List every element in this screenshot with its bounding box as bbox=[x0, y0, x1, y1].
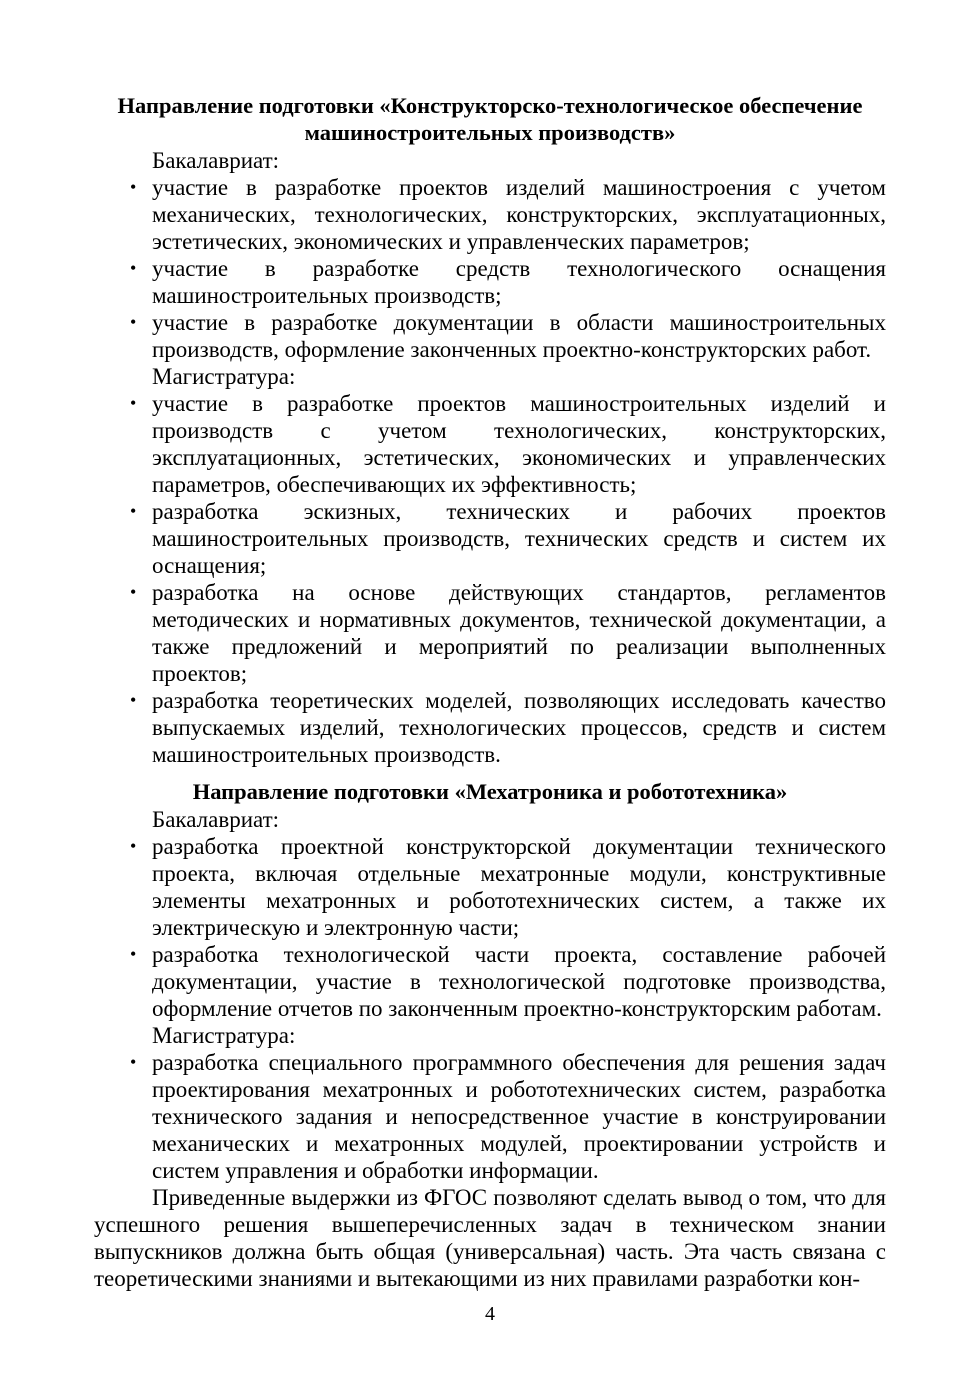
list-item bbox=[94, 309, 886, 363]
list-item-text: разработка теоретических моделей, позволяющих исследовать качество выпускаемых изделий, технологических процессов, средств и систем машиностроительных производств. bbox=[152, 688, 886, 767]
page-content bbox=[94, 92, 886, 1292]
conclusion-paragraph: Приведенные выдержки из ФГОС позволяют сделать вывод о том, что для успешного решения вышеперечисленных задач в техническом знании выпускников должна быть общая (универсальная) часть. Эта часть связана с теоретическими знаниями и вытекающими из них правилами разработки кон- bbox=[94, 1185, 886, 1291]
list-item-text: разработка специального программного обеспечения для решения задач проектирования мехатронных и робототехнических систем, разработка технического задания и непосредственное участие в конструировании механических и мехатронных модулей, проектировании устройств и систем управления и обработки информации. bbox=[152, 1050, 886, 1183]
bachelor-label: Бакалавриат: bbox=[152, 148, 280, 173]
list-item-text: разработка на основе действующих стандартов, регламентов методических и нормативных документов, технической документации, а также предложений и мероприятий по реализации выполненных проектов; bbox=[152, 580, 886, 686]
list-item-text: разработка эскизных, технических и рабочих проектов машиностроительных производств, технических средств и систем их оснащения; bbox=[152, 499, 886, 578]
section-heading: Направление подготовки «Конструкторско-технологическое обеспечение машиностроительных производств» bbox=[117, 93, 863, 145]
section-heading: Направление подготовки «Мехатроника и робототехника» bbox=[192, 779, 788, 804]
list-item bbox=[94, 687, 886, 768]
bullet-icon: • bbox=[130, 690, 137, 710]
page-number: 4 bbox=[485, 1303, 495, 1325]
list-item-text: разработка технологической части проекта, составление рабочей документации, участие в технологической подготовке производства, оформление отчетов по законченным проектно-конструкторским работам. bbox=[152, 942, 886, 1021]
list-item bbox=[94, 174, 886, 255]
bachelor-label: Бакалавриат: bbox=[152, 807, 280, 832]
master-list bbox=[94, 1049, 886, 1184]
bachelor-list bbox=[94, 174, 886, 363]
bullet-icon: • bbox=[130, 944, 137, 964]
list-item bbox=[94, 579, 886, 687]
master-label: Магистратура: bbox=[152, 364, 296, 389]
list-item-text: разработка проектной конструкторской документации технического проекта, включая отдельные мехатронные модули, конструктивные элементы мехатронных и робототехнических систем, а также их электрическую и электронную части; bbox=[152, 834, 886, 940]
list-item-text: участие в разработке проектов машиностроительных изделий и производств с учетом технологических, конструкторских, эксплуатационных, эстетических, экономических и управленческих параметров, обеспечивающих их эффективность; bbox=[152, 391, 886, 497]
bullet-icon: • bbox=[130, 177, 137, 197]
bullet-icon: • bbox=[130, 501, 137, 521]
bullet-icon: • bbox=[130, 582, 137, 602]
bullet-icon: • bbox=[130, 836, 137, 856]
bachelor-list bbox=[94, 833, 886, 1022]
list-item bbox=[94, 390, 886, 498]
list-item-text: участие в разработке проектов изделий машиностроения с учетом механических, технологических, конструкторских, эксплуатационных, эстетических, экономических и управленческих параметров; bbox=[152, 175, 886, 254]
list-item-text: участие в разработке документации в области машиностроительных производств, оформление законченных проектно-конструкторских работ. bbox=[152, 310, 886, 362]
bullet-icon: • bbox=[130, 393, 137, 413]
list-item bbox=[94, 833, 886, 941]
bullet-icon: • bbox=[130, 258, 137, 278]
master-list bbox=[94, 390, 886, 768]
list-item bbox=[94, 941, 886, 1022]
list-item bbox=[94, 1049, 886, 1184]
list-item bbox=[94, 255, 886, 309]
master-label: Магистратура: bbox=[152, 1023, 296, 1048]
list-item-text: участие в разработке средств технологического оснащения машиностроительных производств; bbox=[152, 256, 886, 308]
bullet-icon: • bbox=[130, 312, 137, 332]
list-item bbox=[94, 498, 886, 579]
bullet-icon: • bbox=[130, 1052, 137, 1072]
